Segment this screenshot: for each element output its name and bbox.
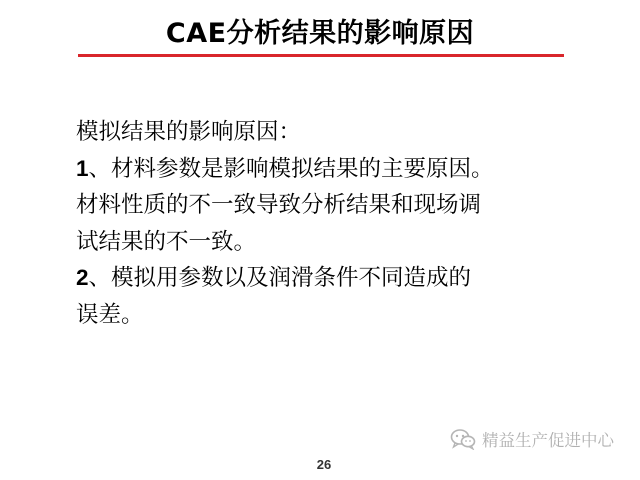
item-1-number: 1 (76, 155, 89, 181)
slide-body (76, 114, 576, 333)
wechat-icon (450, 428, 476, 450)
watermark (450, 427, 614, 451)
item-1-line-1 (76, 151, 576, 188)
item-1-line-3: 试结果的不一致。 (76, 228, 257, 255)
item-2-text: 、模拟用参数以及润滑条件不同造成的 (88, 265, 472, 291)
item-2-line-2: 误差。 (76, 301, 144, 328)
item-1-line-2: 材料性质的不一致导致分析结果和现场调 (76, 192, 482, 218)
watermark-text: 精益生产促进中心 (482, 431, 614, 450)
title-underline (78, 54, 564, 57)
item-2-line-1 (76, 260, 576, 297)
item-1-text: 、材料参数是影响模拟结果的主要原因。 (88, 155, 494, 182)
page-number: 26 (316, 457, 332, 472)
intro-line: 模拟结果的影响原因： (76, 119, 302, 145)
slide-title: CAE分析结果的影响原因 (165, 18, 475, 49)
item-2-number: 2 (76, 265, 89, 290)
